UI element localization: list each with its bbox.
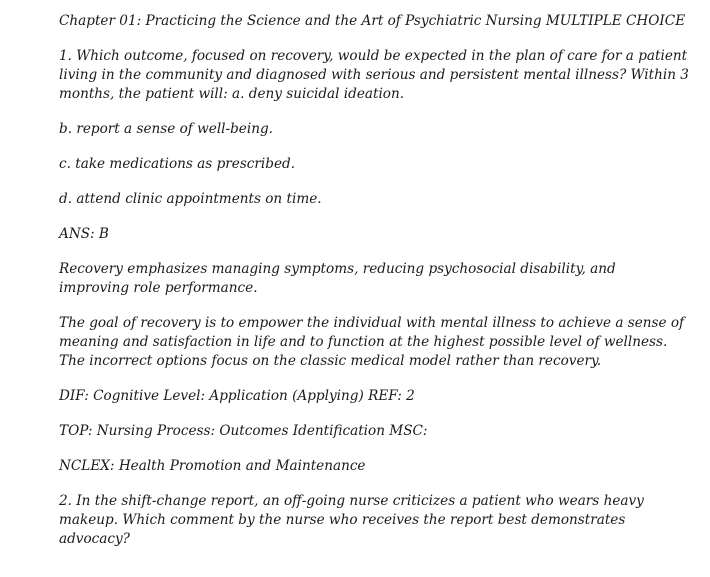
question-1-nclex: NCLEX: Health Promotion and Maintenance [59,458,366,474]
question-1-difficulty: DIF: Cognitive Level: Application (Applying) REF: 2 [59,388,415,404]
document-page [59,12,689,565]
question-1-rationale-2: The goal of recovery is to empower the individual with mental illness to achieve a sense of meaning and satisfaction in life and to function at the highest possible level of wellness. The incorrect options focus on the classic medical model rather than recovery. [59,315,685,369]
question-1-stem-option-a: 1. Which outcome, focused on recovery, would be expected in the plan of care for a patient living in the community and diagnosed with serious and persistent mental illness? Within 3 months, the patient will: a. deny suicidal ideation. [59,48,689,102]
question-1-rationale-1: Recovery emphasizes managing symptoms, reducing psychosocial disability, and improving role performance. [59,261,616,296]
chapter-heading: Chapter 01: Practicing the Science and the Art of Psychiatric Nursing MULTIPLE CHOICE [59,13,686,29]
question-1-option-b: b. report a sense of well-being. [59,121,273,137]
question-1-topic: TOP: Nursing Process: Outcomes Identification MSC: [59,423,428,439]
question-1-option-d: d. attend clinic appointments on time. [59,191,322,207]
question-2-stem: 2. In the shift-change report, an off-going nurse criticizes a patient who wears heavy makeup. Which comment by the nurse who receives the report best demonstrates advocacy? [59,493,644,547]
question-1-option-c: c. take medications as prescribed. [59,156,296,172]
question-1-answer: ANS: B [59,226,109,242]
